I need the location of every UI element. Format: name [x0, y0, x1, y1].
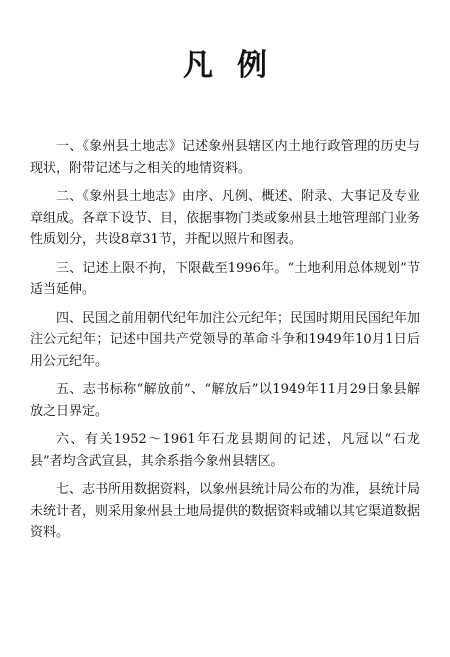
document-body	[30, 136, 420, 544]
paragraph-7: 七、志书所用数据资料，以象州县统计局公布的为准，县统计局未统计者，则采用象州县土地局提供的数据资料或辅以其它渠道数据 资料。	[30, 482, 421, 540]
paragraph-4: 四、民国之前用朝代纪年加注公元纪年；民国时期用民国纪年加注公元纪年；记述中国共产党领导的革命斗争和1949年10月1日后用公元纪年。	[30, 310, 421, 369]
paragraph-2: 二、《象州县土地志》由序、凡例、概述、附录、大事记及专业章组成。各章下设节、目，依据事物门类或象州县土地管理部门业务性质划分，共设8章31节，并配以照片和图表。	[30, 189, 421, 247]
paragraph-3: 三、记述上限不拘，下限截至1996年。“土地利用总体规划”节适当延伸。	[30, 260, 420, 297]
paragraph-5: 五、志书标称“解放前”、“解放后”以1949年11月29日象县解放之日界定。	[30, 382, 420, 419]
paragraph-1: 一、《象州县土地志》记述象州县辖区内土地行政管理的历史与现状，附带记述与之相关的地情资料。	[30, 139, 420, 176]
paragraph-6: 六、有关1952～1961年石龙县期间的记述，凡冠以“石龙县”者均含武宣县，其余系指今象州县辖区。	[30, 432, 420, 469]
page-title: 凡例	[183, 48, 291, 83]
